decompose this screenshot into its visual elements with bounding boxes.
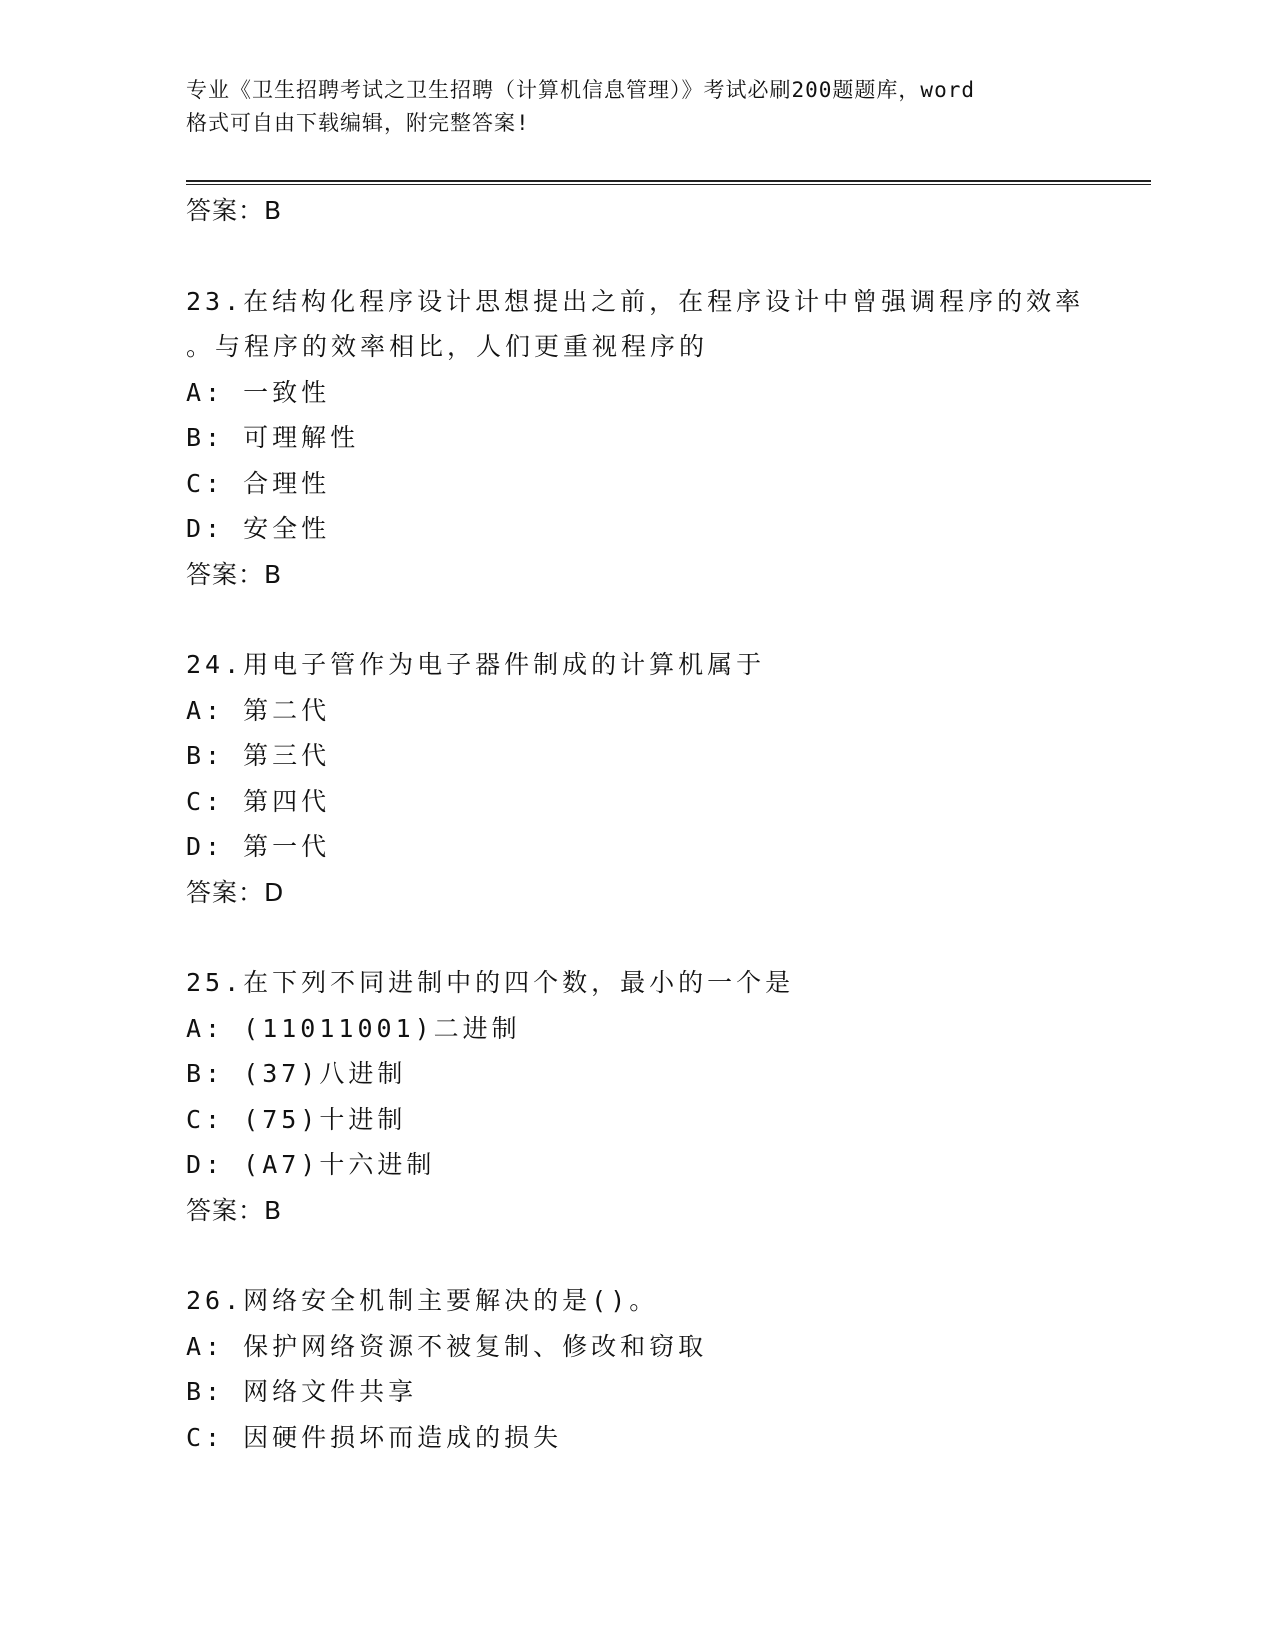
question-stem: 23.在结构化程序设计思想提出之前，在程序设计中曾强调程序的效率 bbox=[186, 286, 1085, 316]
option-c: C: 因硬件损坏而造成的损失 bbox=[186, 1422, 563, 1452]
option-c: C: 第四代 bbox=[186, 786, 331, 816]
option-b: B: 可理解性 bbox=[186, 423, 360, 452]
option-b: B: 网络文件共享 bbox=[186, 1377, 418, 1406]
question-stem: 25.在下列不同进制中的四个数，最小的一个是 bbox=[186, 968, 795, 997]
question-26 bbox=[186, 1278, 1151, 1460]
header-divider bbox=[186, 180, 1151, 185]
option-c: C: 合理性 bbox=[186, 468, 331, 498]
option-b: B: (37)八进制 bbox=[186, 1059, 407, 1088]
question-stem-continued: 。与程序的效率相比，人们更重视程序的 bbox=[186, 332, 709, 361]
option-a: A: (11011001)二进制 bbox=[186, 1013, 521, 1043]
header-line-2: 格式可自由下载编辑，附完整答案! bbox=[186, 111, 530, 135]
previous-answer: 答案：B bbox=[186, 196, 283, 225]
answer: 答案：B bbox=[186, 1195, 283, 1225]
option-c: C: (75)十进制 bbox=[186, 1104, 407, 1134]
option-d: D: 安全性 bbox=[186, 514, 331, 543]
answer: 答案：D bbox=[186, 877, 285, 907]
option-a: A: 一致性 bbox=[186, 377, 331, 407]
header-line-1: 专业《卫生招聘考试之卫生招聘（计算机信息管理）》考试必刷200题题库，word bbox=[186, 78, 975, 102]
question-23 bbox=[186, 279, 1151, 598]
option-d: D: 第一代 bbox=[186, 832, 331, 861]
answer: 答案：B bbox=[186, 559, 283, 589]
question-25 bbox=[186, 960, 1151, 1233]
option-d: D: (A7)十六进制 bbox=[186, 1150, 436, 1179]
question-24 bbox=[186, 642, 1151, 915]
question-list bbox=[186, 188, 1151, 1460]
question-stem: 24.用电子管作为电子器件制成的计算机属于 bbox=[186, 650, 766, 679]
option-a: A: 保护网络资源不被复制、修改和窃取 bbox=[186, 1331, 708, 1361]
document-header bbox=[186, 74, 1096, 140]
option-a: A: 第二代 bbox=[186, 695, 331, 725]
question-stem: 26.网络安全机制主要解决的是()。 bbox=[186, 1286, 659, 1315]
option-b: B: 第三代 bbox=[186, 741, 331, 770]
